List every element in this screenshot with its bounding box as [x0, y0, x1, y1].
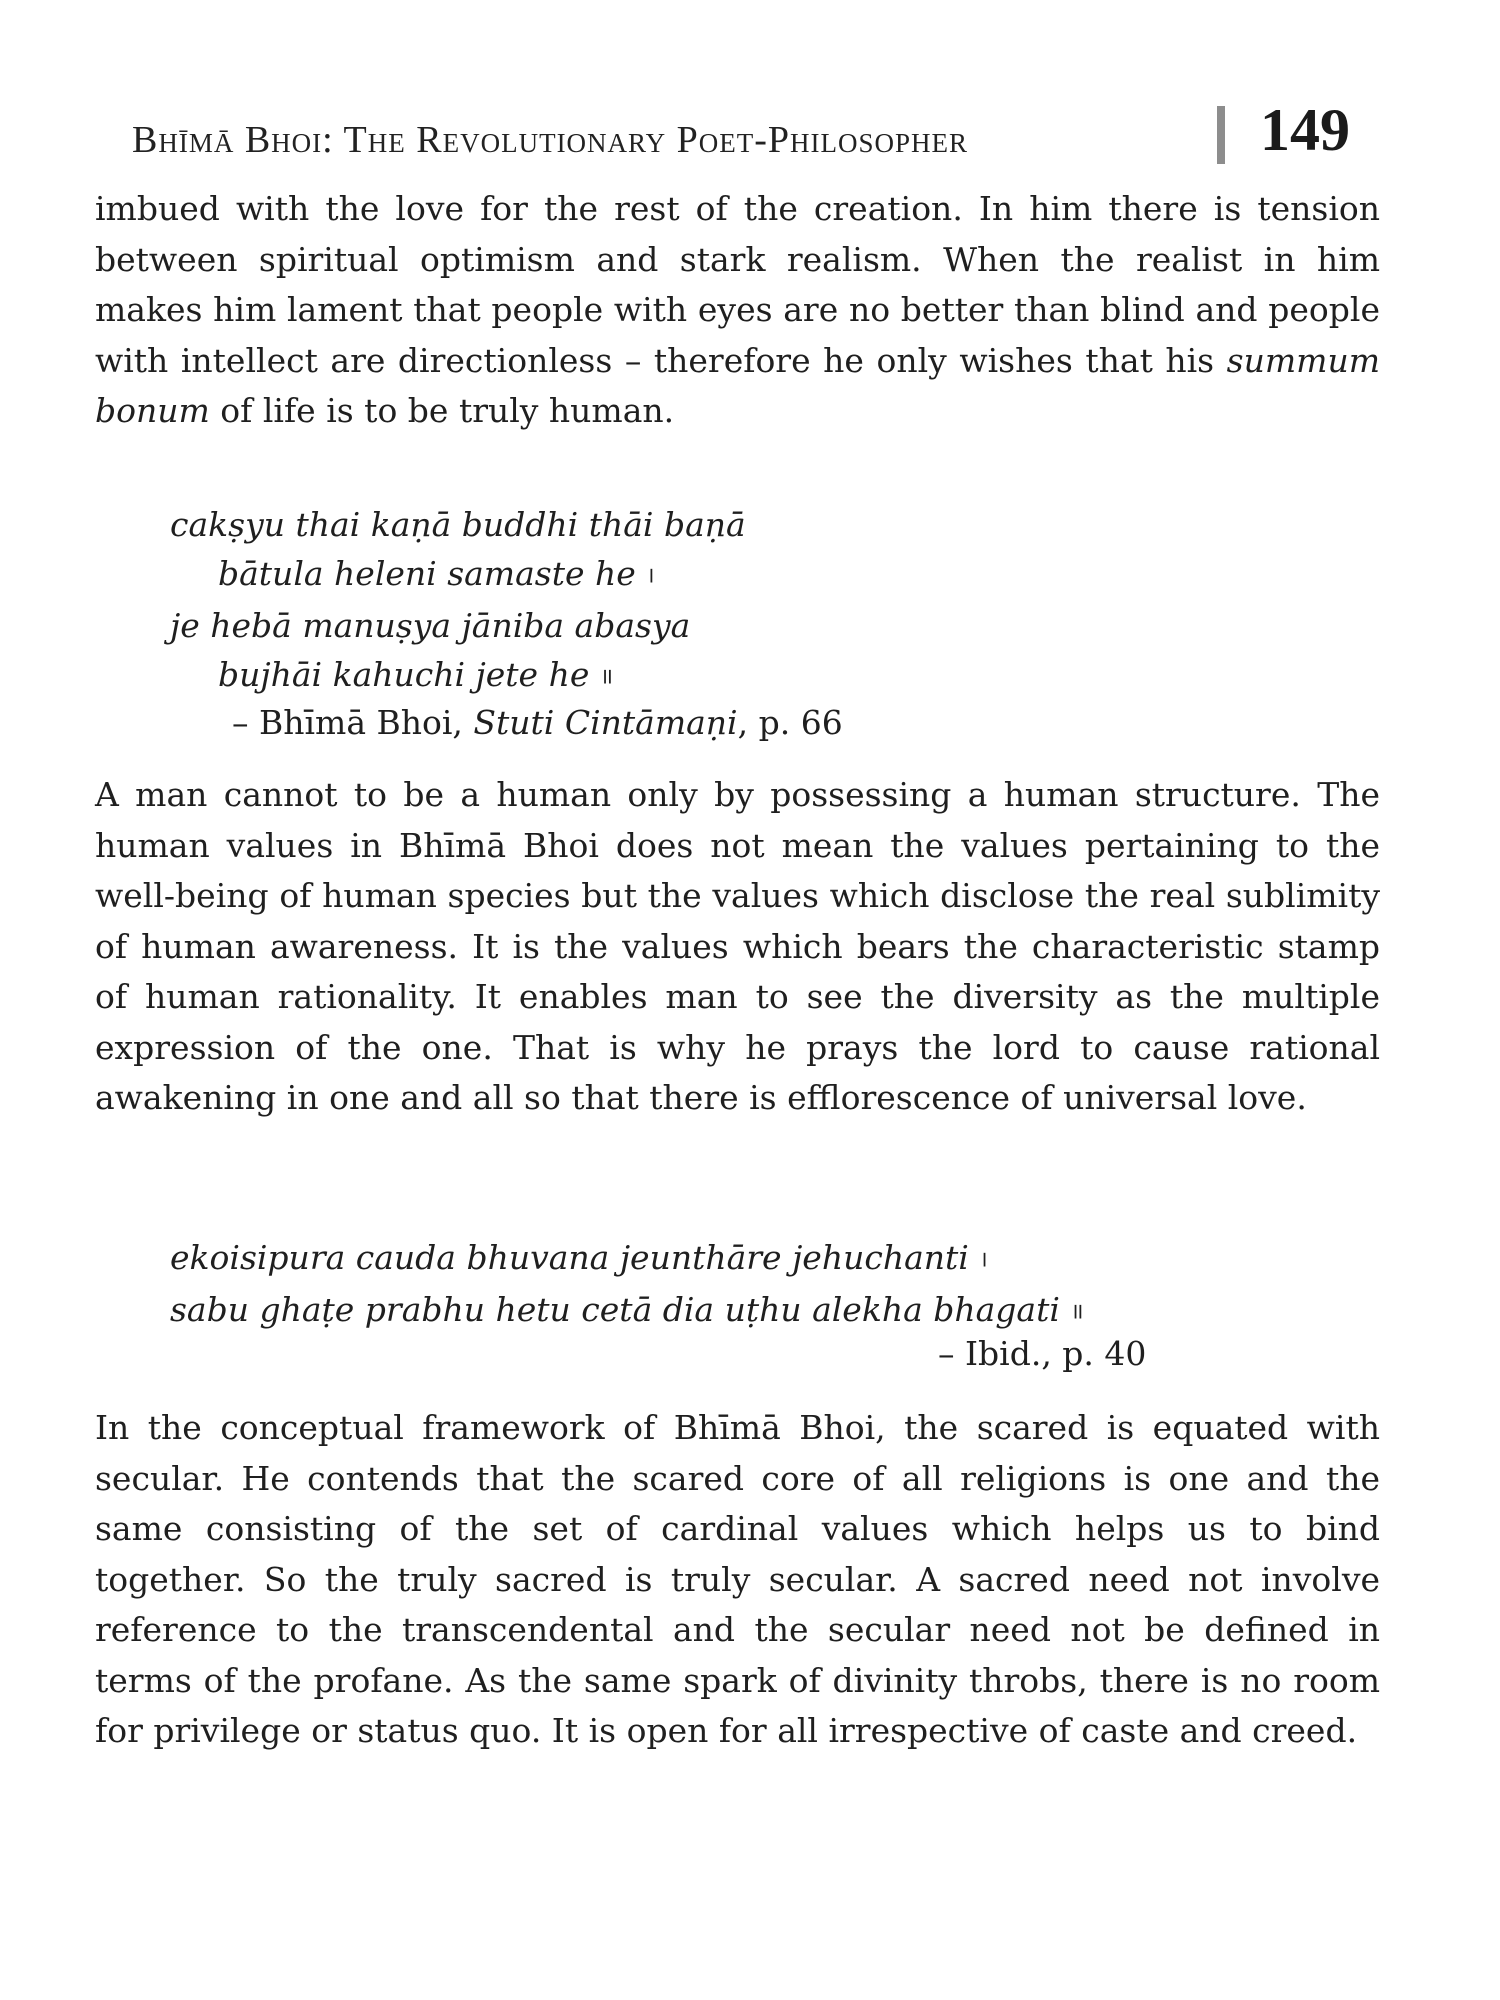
verse-2-line-2-text: sabu ghaṭe prabhu hetu cetā dia uṭhu alekha bhagati — [170, 1289, 1060, 1329]
paragraph-1-text-before: imbued with the love for the rest of the creation. In him there is tension between spiritual optimism and stark realism. When the realist in him makes him lament that people with eyes are no better than blind and people with intellect are directionless – therefore he only wishes that his — [95, 189, 1380, 380]
verse-2-line-1-text: ekoisipura cauda bhuvana jeunthāre jehuchanti — [170, 1238, 969, 1277]
verse-1-line-1: cakṣyu thai kaṇā buddhi thāi baṇā — [170, 505, 746, 544]
running-head — [132, 97, 1382, 170]
header-divider — [1217, 106, 1225, 164]
attribution-suffix: , p. 66 — [737, 703, 843, 742]
attribution-prefix: – Bhīmā Bhoi, — [232, 703, 474, 742]
verse-1-line-4-text: bujhāi kahuchi jete he — [218, 654, 590, 694]
paragraph-3: In the conceptual framework of Bhīmā Bhoi, the scared is equated with secular. He contends that the scared core of all religions is one and the same consisting of the set of cardinal values which helps us to bind together. So the truly sacred is truly secular. A sacred need not involve reference to the transcendental and the secular need not be defined in terms of the profane. As the same spark of divinity throbs, there is no room for privilege or status quo. It is open for all irrespective of caste and creed. — [95, 1408, 1380, 1750]
verse-1 — [170, 500, 1220, 701]
verse-1-line-2 — [170, 549, 1220, 601]
paragraph-1-emphasis: summum bonum — [95, 340, 1380, 430]
verse-2-attribution: – Ibid., p. 40 — [938, 1334, 1147, 1373]
verse-2-single-danda: । — [979, 1247, 988, 1273]
paragraph-2: A man cannot to be a human only by possessing a human structure. The human values in Bhīmā Bhoi does not mean the values pertaining to the well-being of human species but the values which disclose the real sublimity of human awareness. It is the values which bears the characteristic stamp of human rationality. It enables man to see the diversity as the multiple expression of the one. That is why he prays the lord to cause rational awakening in one and all so that there is efflorescence of universal love. — [95, 775, 1380, 1117]
verse-1-line-4 — [170, 650, 1220, 702]
verse-1-line-2-text: bātula heleni samaste he — [218, 554, 636, 593]
page-number: 149 — [1260, 97, 1350, 163]
verse-1-single-danda: । — [646, 563, 655, 589]
verse-2-double-danda: ॥ — [1070, 1299, 1084, 1324]
verse-2-line-2 — [170, 1285, 1220, 1337]
attribution-work-title: Stuti Cintāmaṇi — [473, 703, 738, 742]
verse-2-line-1 — [170, 1233, 1220, 1285]
paragraph-1-text-after: of life is to be truly human. — [209, 391, 675, 430]
verse-1-attribution — [232, 703, 843, 742]
verse-2 — [170, 1233, 1220, 1336]
verse-1-line-3: je hebā manuṣya jāniba abasya — [170, 605, 691, 645]
running-title: Bhīmā Bhoi: The Revolutionary Poet-Philosopher — [132, 119, 968, 161]
paragraph-1 — [95, 184, 1380, 437]
verse-1-double-danda: ॥ — [599, 664, 614, 689]
